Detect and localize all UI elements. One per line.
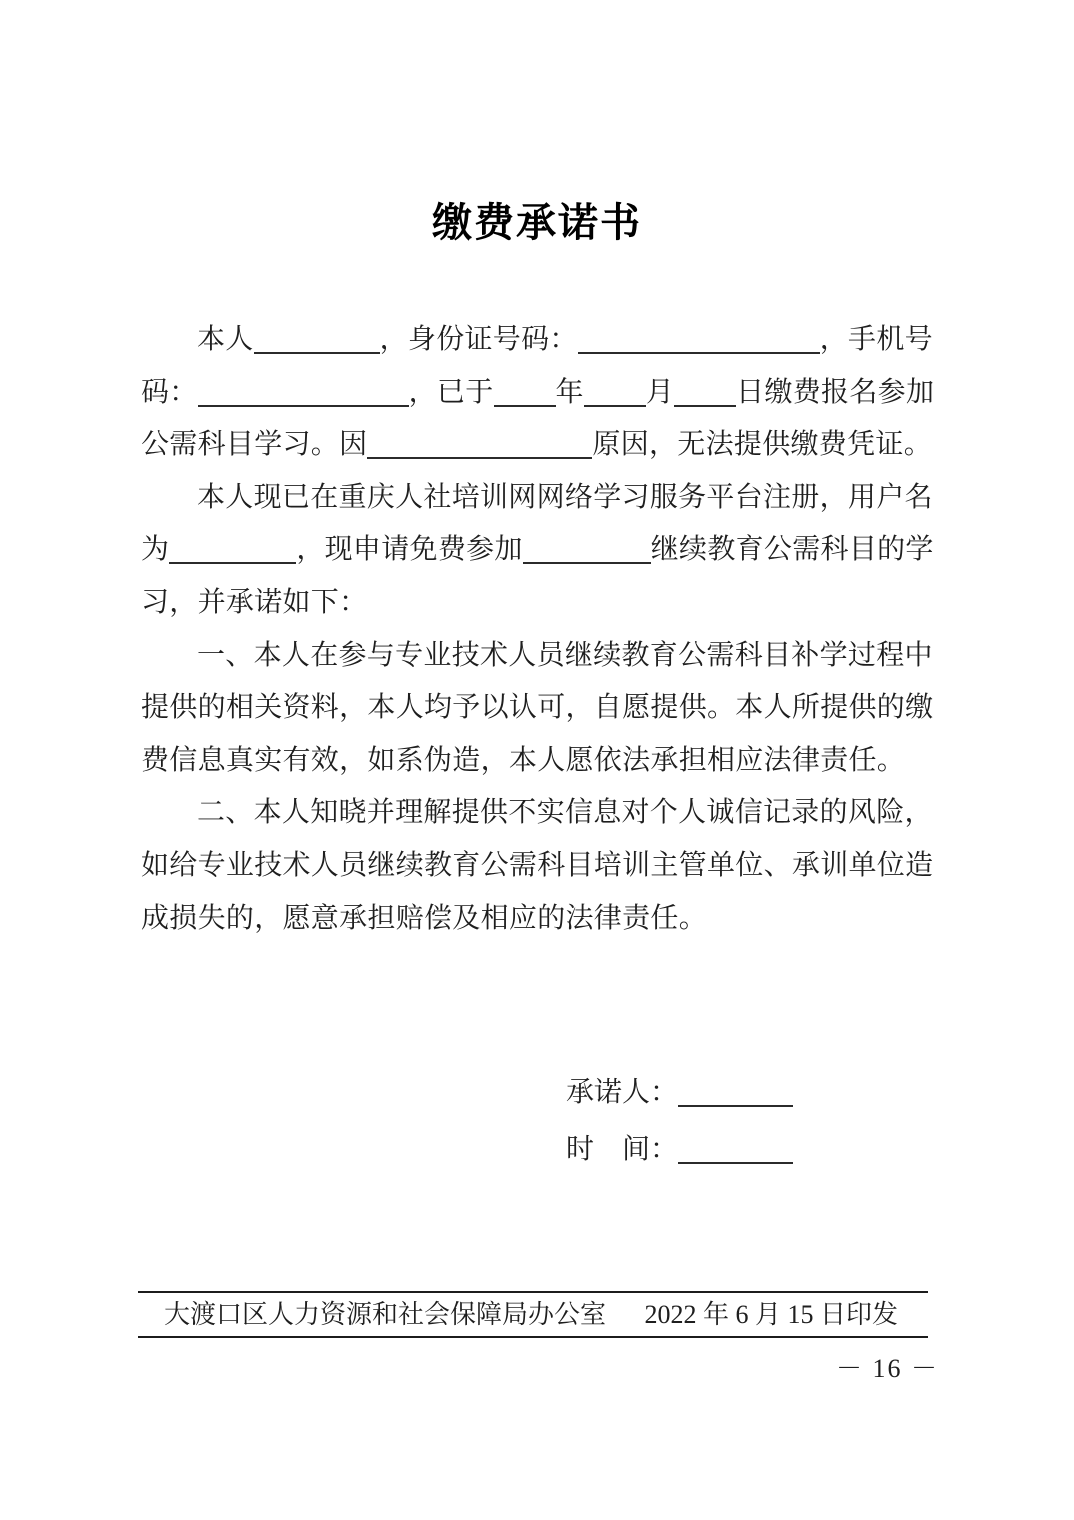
blank-underline — [578, 324, 820, 354]
text-run: 码： — [141, 376, 198, 408]
text-run: 继续教育公需科目的学 — [650, 534, 934, 566]
text-run: 二、本人知晓并理解提供不实信息对个人诚信记录的风险， — [197, 797, 933, 829]
body-line — [141, 524, 937, 577]
text-run: ，已于 — [408, 376, 494, 408]
text-run: 年 — [555, 376, 584, 408]
footer-bar — [138, 1293, 928, 1336]
signature-block — [566, 1064, 793, 1178]
blank-underline — [367, 429, 592, 459]
text-run: 习，并承诺如下： — [141, 586, 368, 618]
body-line — [141, 419, 937, 472]
body-line — [141, 893, 937, 946]
blank-underline — [198, 377, 409, 407]
body-line — [141, 682, 937, 735]
text-run: ，手机号 — [819, 324, 933, 355]
text-run: ，身份证号码： — [379, 324, 578, 355]
text-run: 为 — [141, 534, 170, 566]
document-body — [141, 314, 937, 945]
body-line — [141, 787, 937, 840]
body-line — [141, 314, 937, 367]
text-run: 一、本人在参与专业技术人员继续教育公需科目补学过程中 — [197, 639, 933, 671]
body-line — [141, 630, 937, 683]
blank-underline — [169, 534, 296, 564]
body-line — [141, 367, 937, 420]
signature-line — [566, 1121, 793, 1178]
text-run: 如给专业技术人员继续教育公需科目培训主管单位、承训单位造 — [141, 849, 934, 881]
signature-label: 时 间： — [566, 1134, 679, 1165]
text-run: ，现申请免费参加 — [296, 534, 523, 566]
body-line — [141, 472, 937, 525]
text-run: 费信息真实有效，如系伪造，本人愿依法承担相应法律责任。 — [141, 744, 906, 776]
signature-blank-underline — [678, 1077, 793, 1107]
text-run: 本人现已在重庆人社培训网网络学习服务平台注册，用户名 — [197, 481, 933, 513]
blank-underline — [584, 377, 646, 407]
signature-blank-underline — [678, 1134, 793, 1164]
blank-underline — [674, 377, 736, 407]
page-number: － 16 － — [835, 1354, 939, 1383]
page-title: 缴费承诺书 — [432, 200, 642, 245]
body-line — [141, 735, 937, 788]
footer-issue-date: 2022 年 6 月 15 日印发 — [644, 1300, 898, 1329]
text-run: 原因，无法提供缴费凭证。 — [592, 429, 933, 461]
blank-underline — [254, 324, 380, 354]
signature-line — [566, 1064, 793, 1121]
text-run: 月 — [645, 376, 675, 408]
body-line — [141, 840, 937, 893]
text-run: 提供的相关资料，本人均予以认可，自愿提供。本人所提供的缴 — [141, 692, 934, 724]
text-run: 本人 — [197, 324, 254, 355]
blank-underline — [523, 534, 651, 564]
signature-label: 承诺人： — [566, 1077, 679, 1108]
blank-underline — [494, 377, 556, 407]
text-run: 成损失的，愿意承担赔偿及相应的法律责任。 — [141, 902, 708, 934]
footer-issuer: 大渡口区人力资源和社会保障局办公室 — [164, 1300, 607, 1329]
text-run: 日缴费报名参加 — [736, 376, 935, 408]
body-line — [141, 577, 937, 630]
text-run: 公需科目学习。因 — [141, 429, 368, 461]
footer-bottom-rule — [138, 1336, 928, 1338]
